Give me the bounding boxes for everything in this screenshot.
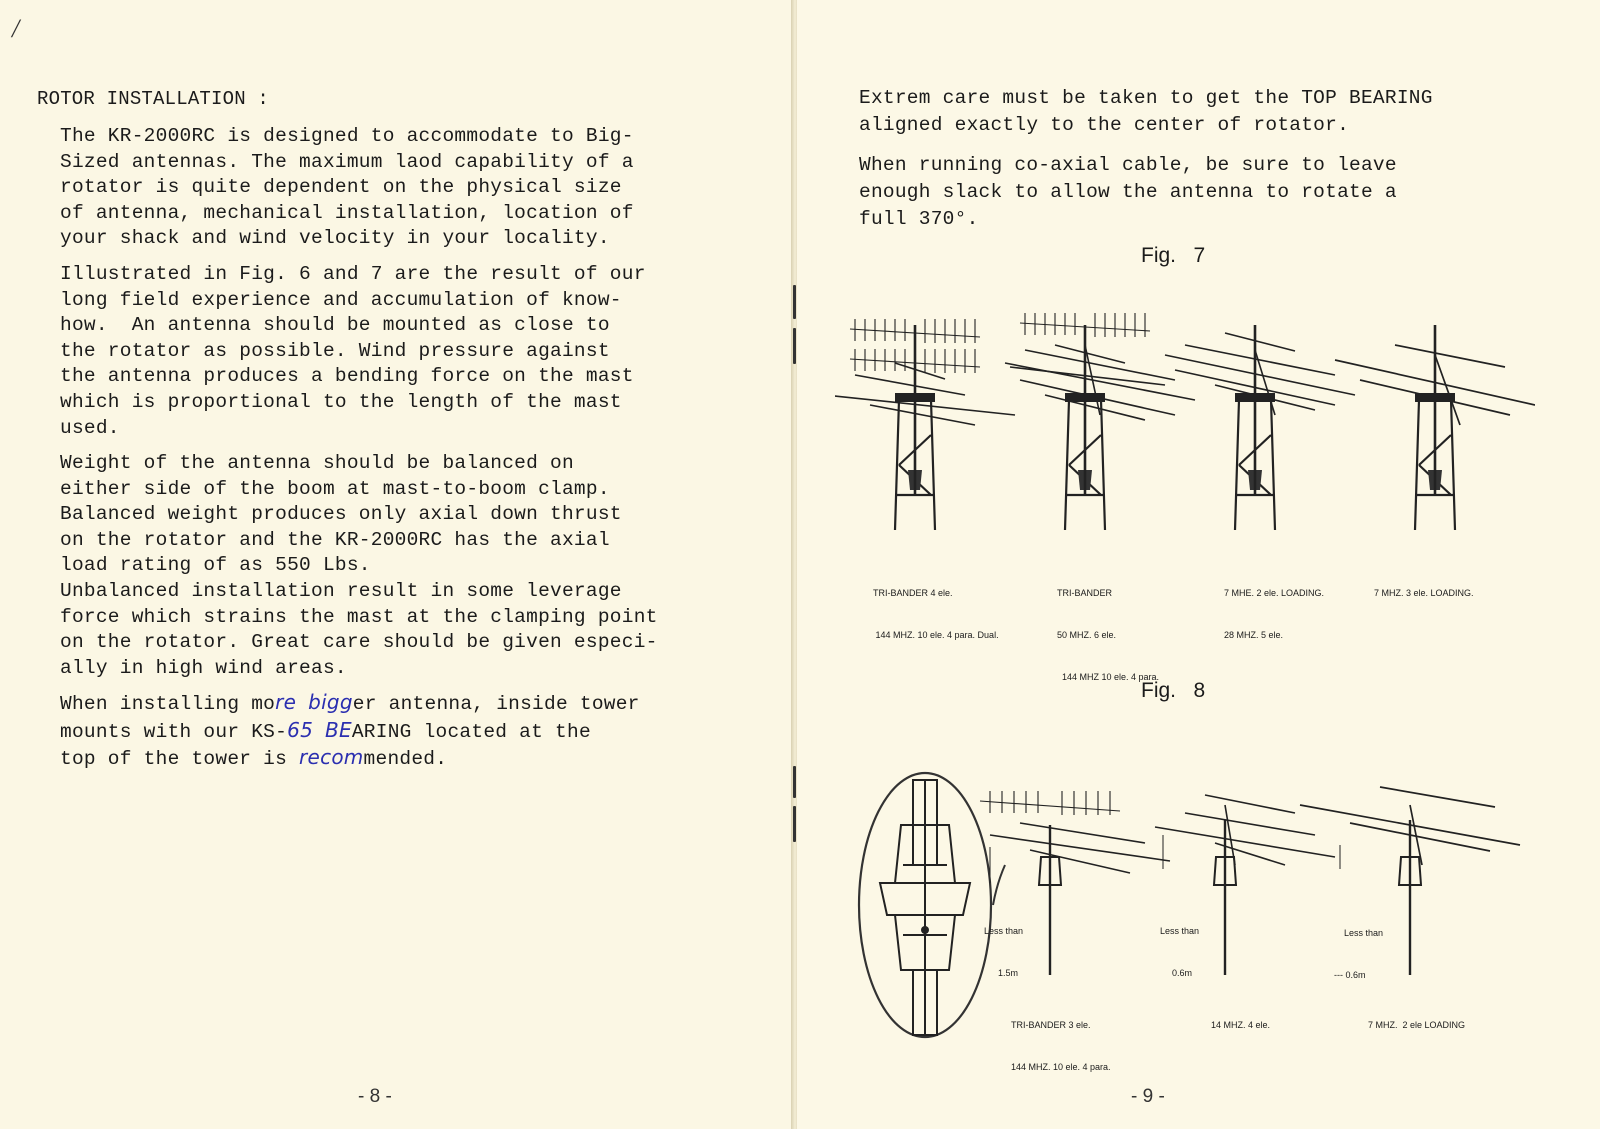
dimension-label — [984, 896, 1023, 994]
fig7-caption — [1224, 558, 1324, 656]
handwritten-correction: bigg — [308, 690, 353, 714]
handwritten-correction: re — [275, 690, 297, 714]
p4-text: ARING located at the — [351, 720, 591, 743]
dimension-value: 1.5m — [998, 968, 1019, 978]
binder-mark — [793, 285, 796, 319]
p4-text — [313, 721, 325, 743]
dimension-text: Less than — [984, 926, 1024, 936]
dimension-label — [1334, 898, 1383, 996]
caption-line: TRI-BANDER 3 ele. — [1011, 1020, 1091, 1030]
p4-text: mounts with our KS- — [60, 720, 288, 743]
paragraph-coax-cable: When running co-axial cable, be sure to leave enough slack to allow the antenna to rotate a full 370°. — [859, 154, 1397, 230]
p4-text — [296, 693, 308, 715]
paragraph-weight-balance: Weight of the antenna should be balanced on either side of the boom at mast-to-boom clamp. Balanced weight produces only axial down thrust on the rotator and the KR-2000RC has the axial load rating of as 550 Lbs. Unbalanced installation result in some leverage force which strains the mast at the clamping point on the rotator. Great care should be given especi- ally in high wind areas. — [60, 452, 658, 679]
dimension-text: Less than — [1160, 926, 1200, 936]
caption-line: 28 MHZ. 5 ele. — [1224, 630, 1284, 640]
fig8-caption — [1011, 990, 1111, 1088]
caption-line: 144 MHZ. 10 ele. 4 para. — [1011, 1062, 1111, 1072]
caption-line: 14 MHZ. 4 ele. — [1211, 1020, 1271, 1030]
paragraph-wind-pressure: Illustrated in Fig. 6 and 7 are the result of our long field experience and accumulation of know- how. An antenna should be mounted as close to the rotator as possible. Wind pressure against the antenna produces a bending force on the mast which is proportional to the length of the mast used. — [60, 263, 646, 439]
paragraph-bearing — [60, 690, 640, 773]
p4-text: er antenna, inside tower — [352, 693, 640, 715]
caption-line: 7 MHZ. 3 ele. LOADING. — [1374, 588, 1474, 598]
paragraph-load-capability: The KR-2000RC is designed to accommodate to Big- Sized antennas. The maximum laod capability of a rotator is quite dependent on the physical size of antenna, mechanical installation, location of your shack and wind velocity in your locality. — [60, 125, 634, 250]
caption-line: 50 MHZ. 6 ele. — [1057, 630, 1117, 640]
page-number-left: - 8 - — [358, 1086, 392, 1107]
fig8-caption — [1211, 990, 1270, 1046]
binder-mark — [793, 328, 796, 364]
handwritten-correction: 65 — [287, 717, 314, 742]
binder-mark — [793, 806, 796, 842]
caption-line: TRI-BANDER — [1057, 588, 1113, 598]
dimension-value: 0.6m — [1172, 968, 1193, 978]
binder-mark — [793, 766, 796, 798]
fig7-caption — [1057, 558, 1159, 698]
dimension-text: Less than — [1344, 928, 1384, 938]
p4-text: top of the tower is — [60, 748, 300, 771]
caption-line: 7 MHZ. 2 ele LOADING — [1368, 1020, 1466, 1030]
dimension-label — [1160, 896, 1199, 994]
fig8-caption — [1368, 990, 1465, 1046]
fig8-title: Fig. 8 — [1141, 679, 1206, 702]
fig7-title: Fig. 7 — [1141, 244, 1206, 267]
caption-line: TRI-BANDER 4 ele. — [873, 588, 953, 598]
fig7-caption — [1374, 558, 1474, 614]
p4-text: When installing mo — [60, 693, 276, 715]
p4-text: mended. — [363, 748, 448, 771]
caption-line: 144 MHZ. 10 ele. 4 para. Dual. — [873, 630, 999, 640]
section-heading: ROTOR INSTALLATION : — [37, 88, 270, 110]
handwritten-correction: BE — [325, 717, 352, 742]
dimension-value: --- 0.6m — [1334, 970, 1366, 980]
handwritten-correction: recom — [299, 745, 364, 770]
left-page — [0, 0, 793, 1129]
caption-line: 7 MHE. 2 ele. LOADING. — [1224, 588, 1325, 598]
fig7-illustration — [835, 305, 1535, 550]
caption-line: 144 MHZ 10 ele. 4 para. — [1057, 672, 1160, 682]
paragraph-top-bearing: Extrem care must be taken to get the TOP BEARING aligned exactly to the center of rotator. — [859, 87, 1433, 136]
fig7-caption — [873, 558, 999, 656]
page-number-right: - 9 - — [1131, 1086, 1165, 1107]
corner-mark: / — [12, 14, 20, 43]
